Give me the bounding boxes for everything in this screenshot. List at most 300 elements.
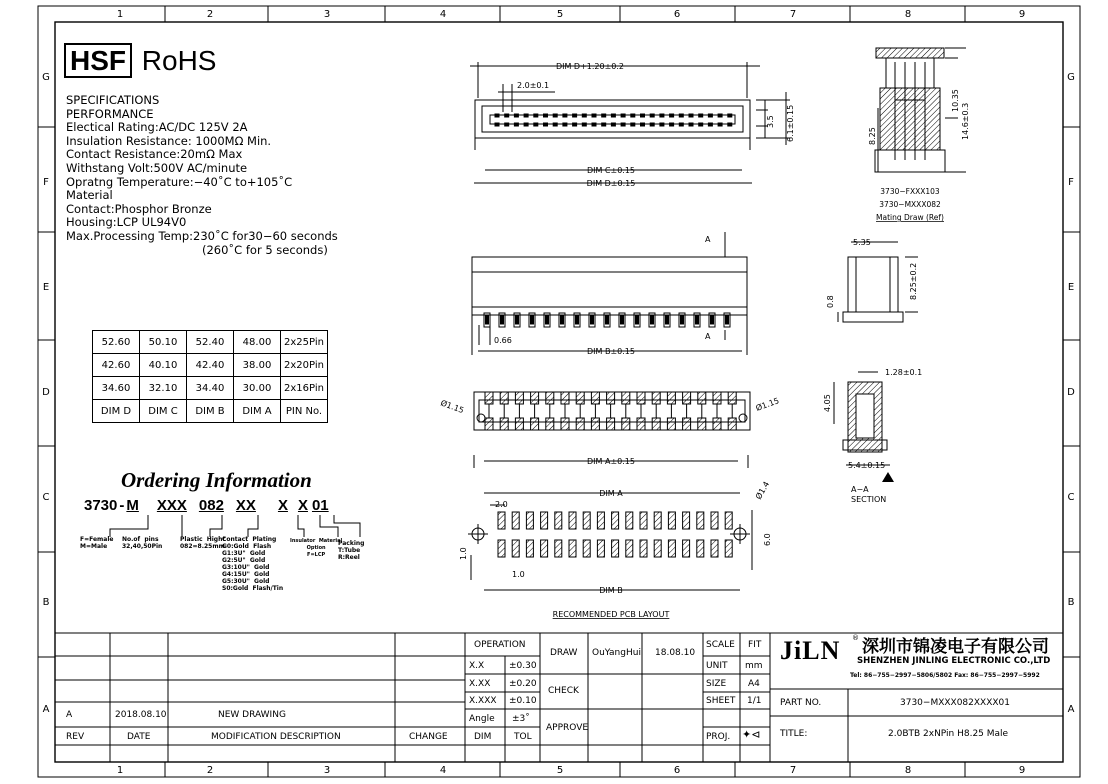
pin-mark	[516, 316, 519, 324]
pcb-pads	[498, 512, 732, 557]
pin-mark	[631, 114, 635, 117]
dim-mate-h3: 8.25	[868, 127, 877, 145]
code-pins: XXX	[156, 497, 187, 514]
table-row	[93, 331, 328, 354]
spec-line: Insulation Resistance: 1000MΩ Min.	[66, 133, 272, 148]
size-value: A4	[748, 679, 760, 689]
unit-value: mm	[745, 661, 763, 671]
pin-mark	[524, 123, 528, 126]
company-cn: 深圳市锦凌电子有限公司	[862, 637, 1049, 657]
pin-mark	[576, 418, 584, 430]
dim-side-535: 5.35	[853, 238, 871, 247]
pin-mark	[486, 316, 489, 324]
grid-col-label: 9	[1018, 765, 1026, 776]
pcb-layout-drawing	[468, 493, 752, 590]
table-cell: 34.60	[93, 377, 140, 400]
check-label: CHECK	[548, 686, 579, 696]
pin-mark	[553, 114, 557, 117]
pin-mark	[573, 123, 577, 126]
size-label: SIZE	[706, 679, 727, 689]
pcb-dim-10a: 1.0	[459, 547, 468, 560]
pcb-pad	[597, 540, 604, 557]
pin-mark	[660, 123, 664, 126]
pin-mark	[652, 418, 660, 430]
part-no-label: PART NO.	[780, 698, 822, 708]
header-rev: REV	[66, 732, 85, 742]
pin-mark	[622, 392, 630, 404]
pcb-dim-b: DIM B	[599, 586, 623, 595]
grid-col-label: 4	[439, 9, 447, 20]
pcb-pad	[512, 512, 519, 529]
pin-mark	[637, 392, 645, 404]
pin-mark	[679, 123, 683, 126]
spec-line: (260˚C for 5 seconds)	[202, 242, 328, 257]
pin-mark	[591, 316, 594, 324]
pin-mark	[651, 316, 654, 324]
note-pins: No.of pins 32,40,50Pin	[122, 536, 163, 550]
scale-value: FIT	[748, 640, 762, 650]
pin-mark	[728, 392, 736, 404]
bottom-view-pins	[485, 392, 736, 430]
tol-label: X.X	[469, 661, 485, 671]
pcb-dim-10b: 1.0	[512, 570, 525, 579]
pin-mark	[607, 418, 615, 430]
table-row	[93, 400, 328, 423]
table-cell: 50.10	[140, 331, 187, 354]
pin-mark	[563, 114, 567, 117]
hsf-logo: HSF	[64, 43, 132, 78]
table-cell: 42.40	[187, 354, 234, 377]
dim-hole-left: Ø1.15	[439, 398, 466, 416]
pin-mark	[713, 392, 721, 404]
pin-mark	[602, 114, 606, 117]
pin-mark	[621, 123, 625, 126]
pin-mark	[505, 114, 509, 117]
spec-line: Withstang Volt:500V AC/minute	[66, 160, 248, 175]
pcb-pad	[711, 512, 718, 529]
grid-row-label: G	[1067, 72, 1075, 83]
pin-mark	[546, 418, 554, 430]
pin-mark	[708, 114, 712, 117]
table-row	[93, 377, 328, 400]
note-height: Plastic Hight 082=8.25mm	[180, 536, 226, 550]
pin-mark	[515, 392, 523, 404]
rev-date: 2018.08.10	[115, 710, 167, 720]
dim-mate-h1: 10.35	[951, 89, 960, 112]
approve-label: APPROVE	[546, 723, 589, 733]
pin-mark	[683, 418, 691, 430]
dim-h35: 3.5	[766, 115, 775, 128]
dim-sec-128: 1.28±0.1	[885, 368, 923, 377]
pin-mark	[515, 418, 523, 430]
pin-mark	[514, 123, 518, 126]
pin-mark	[611, 114, 615, 117]
grid-col-label: 5	[556, 9, 564, 20]
side-view-drawing	[838, 242, 918, 322]
spec-line: Housing:LCP UL94V0	[66, 215, 187, 230]
pcb-pad	[668, 512, 675, 529]
pcb-pad	[569, 512, 576, 529]
pin-mark	[534, 114, 538, 117]
grid-col-label: 9	[1018, 9, 1026, 20]
pin-mark	[713, 418, 721, 430]
pin-mark	[514, 114, 518, 117]
pcb-layout-title: RECOMMENDED PCB LAYOUT	[552, 610, 670, 619]
note-gender: F=Female M=Male	[80, 536, 114, 550]
registered-icon: ®	[852, 634, 859, 642]
pin-mark	[667, 392, 675, 404]
grid-col-label: 7	[789, 9, 797, 20]
company-en: SHENZHEN JINLING ELECTRONIC CO.,LTD	[857, 656, 1051, 666]
title-label: TITLE:	[780, 729, 808, 739]
draw-label: DRAW	[550, 648, 578, 658]
operation-label: OPERATION	[474, 640, 526, 650]
pin-mark	[622, 418, 630, 430]
note-insulator: Insulator Material Option F=LCP	[290, 538, 343, 558]
table-row	[93, 354, 328, 377]
pin-mark	[728, 123, 732, 126]
mate-caption: Mating Draw (Ref)	[876, 213, 944, 222]
code-insulator: X	[277, 497, 288, 514]
pin-mark	[681, 316, 684, 324]
pin-mark	[534, 123, 538, 126]
pin-mark	[631, 123, 635, 126]
grid-col-label: 2	[206, 9, 214, 20]
grid-col-label: 4	[439, 765, 447, 776]
dim-sec-405: 4.05	[823, 394, 832, 412]
pin-mark	[544, 123, 548, 126]
table-cell: 2x20Pin	[281, 354, 328, 377]
grid-col-label: 3	[323, 765, 331, 776]
pcb-pad	[697, 540, 704, 557]
section-view-drawing	[834, 372, 890, 465]
scale-label: SCALE	[706, 640, 735, 650]
pin-mark	[660, 114, 664, 117]
pcb-pad	[640, 540, 647, 557]
spec-line: Material	[66, 188, 113, 203]
table-cell: 2x16Pin	[281, 377, 328, 400]
pin-mark	[582, 114, 586, 117]
pin-mark	[505, 123, 509, 126]
pin-mark	[500, 418, 508, 430]
rohs-logo: RoHS	[141, 45, 217, 76]
pin-mark	[611, 123, 615, 126]
pin-mark	[666, 316, 669, 324]
pcb-pad	[612, 512, 619, 529]
dim-066: 0.66	[494, 336, 512, 345]
pin-mark	[607, 392, 615, 404]
company-tel: Tel: 86−755−2997−5806/5802 Fax: 86−755−2997−5992	[850, 672, 1040, 679]
pin-mark	[592, 114, 596, 117]
mate-part-2: 3730−MXXX082	[879, 200, 941, 209]
code-plating: XX	[235, 497, 256, 514]
pin-mark	[698, 418, 706, 430]
spec-line: Contact Resistance:20mΩ Max	[66, 147, 243, 162]
grid-col-label: 3	[323, 9, 331, 20]
draw-date: 18.08.10	[655, 648, 696, 658]
pin-mark	[553, 123, 557, 126]
mate-part-1: 3730−FXXX103	[880, 187, 940, 196]
pin-mark	[726, 316, 729, 324]
spec-line: PERFORMANCE	[66, 106, 154, 121]
code-height: 082	[198, 497, 224, 514]
grid-row-label: B	[42, 597, 50, 608]
pin-mark	[689, 114, 693, 117]
pcb-pad	[555, 512, 562, 529]
pcb-pad	[597, 512, 604, 529]
grid-col-label: 1	[116, 765, 124, 776]
grid-col-label: 8	[904, 765, 912, 776]
pin-mark	[689, 123, 693, 126]
pin-mark	[591, 392, 599, 404]
pcb-pad	[569, 540, 576, 557]
pin-mark	[592, 123, 596, 126]
code-suffix: 01	[311, 497, 329, 514]
pin-mark	[728, 114, 732, 117]
table-cell: 30.00	[234, 377, 281, 400]
table-cell: 2x25Pin	[281, 331, 328, 354]
pcb-pad	[725, 540, 732, 557]
company-logo: JiLN	[780, 636, 841, 665]
table-header-cell: PIN No.	[281, 400, 328, 423]
pcb-pad	[583, 540, 590, 557]
pin-mark	[696, 316, 699, 324]
rev-description: NEW DRAWING	[218, 710, 286, 720]
tol-label: Angle	[469, 714, 495, 724]
dim-a: DIM A±0.15	[587, 457, 635, 466]
pcb-pad	[626, 512, 633, 529]
pin-mark	[524, 114, 528, 117]
pin-mark	[621, 316, 624, 324]
drawer-name: OuYangHui	[592, 648, 641, 658]
tol-label: X.XXX	[469, 696, 497, 706]
tol-value: ±0.10	[509, 696, 537, 706]
grid-row-label: B	[1067, 597, 1075, 608]
dim-side-08: 0.8	[826, 295, 835, 308]
pin-mark	[606, 316, 609, 324]
pin-mark	[711, 316, 714, 324]
pcb-pad	[711, 540, 718, 557]
code-series: 3730	[84, 497, 118, 514]
pcb-pad	[526, 540, 533, 557]
note-plating: Contact Plating G0:Gold Flash G1:3U" Gold G2:5U" Gold G3:10U" Gold G4:15U" Gold G5:30U" Gold S0:Gold Flash/Tin	[222, 536, 284, 592]
pin-mark	[495, 123, 499, 126]
part-no-value: 3730−MXXX082XXXX01	[900, 698, 1010, 708]
table-header-cell: DIM C	[140, 400, 187, 423]
grid-col-label: 6	[673, 765, 681, 776]
proj-label: PROJ.	[706, 732, 731, 742]
pcb-dim-60: 6.0	[763, 533, 772, 546]
pcb-pad	[725, 512, 732, 529]
grid-row-label: A	[1067, 704, 1075, 715]
pin-mark	[591, 418, 599, 430]
table-cell: 48.00	[234, 331, 281, 354]
pcb-pad	[541, 540, 548, 557]
pcb-pad	[541, 512, 548, 529]
pcb-pad	[498, 512, 505, 529]
pin-mark	[500, 392, 508, 404]
grid-col-label: 1	[116, 9, 124, 20]
sheet-value: 1/1	[747, 696, 762, 706]
pin-mark	[670, 123, 674, 126]
grid-row-label: F	[1068, 177, 1074, 188]
pin-mark	[485, 392, 493, 404]
dim-c: DIM C±0.15	[586, 166, 636, 175]
rev-value: A	[66, 710, 73, 720]
table-cell: 40.10	[140, 354, 187, 377]
dim-mate-h2: 14.6±0.3	[961, 102, 970, 140]
pin-mark	[698, 392, 706, 404]
pin-mark	[576, 316, 579, 324]
pcb-pad	[612, 540, 619, 557]
pcb-pad	[640, 512, 647, 529]
grid-row-label: C	[42, 492, 50, 503]
pin-mark	[641, 114, 645, 117]
dim-pitch-top: 2.0±0.1	[517, 81, 550, 90]
specifications-block	[66, 94, 338, 257]
unit-label: UNIT	[706, 661, 728, 671]
ordering-title: Ordering Information	[121, 468, 312, 492]
grid-row-label: C	[1067, 492, 1075, 503]
pcb-pad	[683, 540, 690, 557]
pin-mark	[718, 114, 722, 117]
grid-row-label: A	[42, 704, 50, 715]
pin-mark	[495, 114, 499, 117]
pin-mark	[576, 392, 584, 404]
grid-row-label: E	[42, 282, 50, 293]
grid-row-label: E	[1067, 282, 1075, 293]
table-cell: 32.10	[140, 377, 187, 400]
pin-mark	[650, 123, 654, 126]
pin-mark	[561, 316, 564, 324]
pin-mark	[531, 392, 539, 404]
pin-mark	[708, 123, 712, 126]
header-date: DATE	[127, 732, 151, 742]
pcb-pad	[654, 540, 661, 557]
table-cell: 52.60	[93, 331, 140, 354]
pin-mark	[683, 392, 691, 404]
projection-symbol-icon: ✦⊲	[742, 728, 761, 741]
pin-mark	[485, 418, 493, 430]
pin-mark	[531, 418, 539, 430]
pcb-pad	[626, 540, 633, 557]
dim-sec-54: 5.4±0.15	[848, 461, 886, 470]
section-mark-a: A	[705, 235, 711, 244]
pcb-pad	[526, 512, 533, 529]
dim-h61: 6.1±0.15	[786, 104, 795, 142]
grid-row-label: F	[43, 177, 49, 188]
grid-row-label: D	[1067, 387, 1075, 398]
ordering-code	[84, 497, 329, 514]
note-packing: Packing T:Tube R:Reel	[338, 540, 365, 561]
tol-value: ±0.20	[509, 679, 537, 689]
pcb-pad	[683, 512, 690, 529]
grid-col-label: 5	[556, 765, 564, 776]
grid-col-label: 8	[904, 9, 912, 20]
tol-label: X.XX	[469, 679, 491, 689]
grid-col-label: 7	[789, 765, 797, 776]
table-header-cell: DIM B	[187, 400, 234, 423]
spec-line: SPECIFICATIONS	[66, 93, 160, 107]
pin-mark	[544, 114, 548, 117]
code-gender: M	[126, 497, 139, 514]
tol-label: DIM	[474, 732, 492, 742]
pin-mark	[728, 418, 736, 430]
table-cell: 52.40	[187, 331, 234, 354]
pin-mark	[699, 123, 703, 126]
dim-top-overall: DIM D+1.20±0.2	[555, 62, 625, 71]
pcb-pad	[668, 540, 675, 557]
grid-col-label: 2	[206, 765, 214, 776]
header-modification: MODIFICATION DESCRIPTION	[211, 732, 341, 742]
pin-mark	[582, 123, 586, 126]
code-packing: X	[297, 497, 308, 514]
pin-mark	[718, 123, 722, 126]
pcb-pad	[498, 540, 505, 557]
dim-b: DIM B±0.15	[587, 347, 635, 356]
pcb-pad	[555, 540, 562, 557]
dimension-table	[92, 330, 328, 423]
pin-mark	[602, 123, 606, 126]
grid-row-label: G	[42, 72, 50, 83]
pin-mark	[546, 316, 549, 324]
pin-mark	[667, 418, 675, 430]
pin-mark	[563, 123, 567, 126]
pcb-dim-a: DIM A	[599, 489, 623, 498]
pin-mark	[636, 316, 639, 324]
pcb-pad	[512, 540, 519, 557]
sheet-label: SHEET	[706, 696, 736, 706]
table-cell: 38.00	[234, 354, 281, 377]
pin-mark	[679, 114, 683, 117]
pcb-pad	[697, 512, 704, 529]
header-change: CHANGE	[409, 732, 448, 742]
tol-value: TOL	[514, 732, 532, 742]
pcb-pad	[654, 512, 661, 529]
pin-mark	[621, 114, 625, 117]
pin-mark	[561, 392, 569, 404]
pcb-dim-20: 2.0	[495, 500, 508, 509]
table-header-cell: DIM A	[234, 400, 281, 423]
tol-value: ±0.30	[509, 661, 537, 671]
pin-mark	[546, 392, 554, 404]
pcb-dim-14: Ø1.4	[753, 480, 772, 501]
dim-d: DIM D±0.15	[586, 179, 636, 188]
pin-mark	[561, 418, 569, 430]
grid-col-label: 6	[673, 9, 681, 20]
tol-value: ±3˚	[512, 714, 530, 724]
pin-mark	[637, 418, 645, 430]
spec-line: Max.Processing Temp:230˚C for30−60 seconds	[66, 228, 338, 243]
code-dash: -	[119, 497, 125, 514]
section-mark-a: A	[705, 332, 711, 341]
table-cell: 42.60	[93, 354, 140, 377]
pin-mark	[650, 114, 654, 117]
pin-mark	[573, 114, 577, 117]
pin-mark	[641, 123, 645, 126]
grid-row-label: D	[42, 387, 50, 398]
spec-line: Opratng Temperature:−40˚C to+105˚C	[66, 174, 293, 189]
spec-line: Electical Rating:AC/DC 125V 2A	[66, 120, 248, 135]
pin-mark	[699, 114, 703, 117]
pin-mark	[670, 114, 674, 117]
pin-mark	[501, 316, 504, 324]
dim-side-825: 8.25±0.2	[909, 262, 918, 300]
title-value: 2.0BTB 2xNPin H8.25 Male	[888, 729, 1009, 739]
spec-line: Contact:Phosphor Bronze	[66, 201, 212, 216]
table-cell: 34.40	[187, 377, 234, 400]
pcb-pad	[583, 512, 590, 529]
